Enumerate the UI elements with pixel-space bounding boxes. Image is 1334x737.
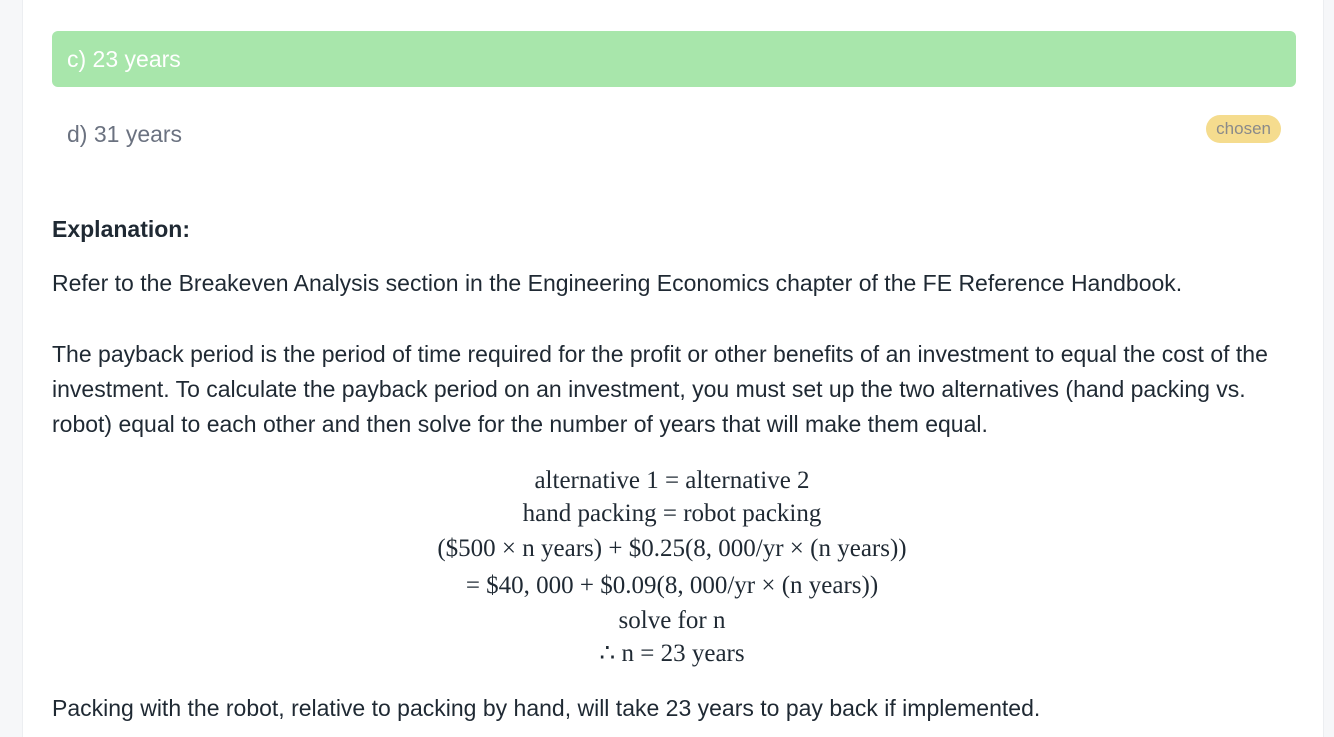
chosen-badge: chosen: [1206, 115, 1281, 143]
answer-option-label: d) 31 years: [67, 120, 183, 147]
equation-line: hand packing = robot packing: [522, 500, 822, 527]
answer-option-d[interactable]: [52, 106, 1296, 162]
answer-option-label: c) 23 years: [67, 45, 181, 72]
equation-line: ∴ n = 23 years: [599, 640, 745, 667]
question-card: [22, 0, 1324, 737]
explanation-body: The payback period is the period of time required for the profit or other benefits of an investment to equal the cost of the investment. To calculate the payback period on an investment, you must set up the two alternatives (hand packing vs. robot) equal to each other and then solve for the number of years that will make them equal.: [52, 341, 1268, 437]
equation-block: [52, 464, 1292, 670]
equation-line: solve for n: [618, 607, 726, 634]
equation-line: = $40, 000 + $0.09(8, 000/yr × (n years)): [465, 572, 879, 599]
explanation-heading: Explanation:: [52, 216, 191, 242]
answer-option-c[interactable]: [52, 31, 1296, 87]
conclusion-text: Packing with the robot, relative to packing by hand, will take 23 years to pay back if implemented.: [52, 695, 1041, 721]
reference-text: Refer to the Breakeven Analysis section in the Engineering Economics chapter of the FE Reference Handbook.: [52, 270, 1183, 296]
equation-line: ($500 × n years) + $0.25(8, 000/yr × (n years)): [437, 535, 907, 562]
equation-line: alternative 1 = alternative 2: [534, 467, 810, 494]
